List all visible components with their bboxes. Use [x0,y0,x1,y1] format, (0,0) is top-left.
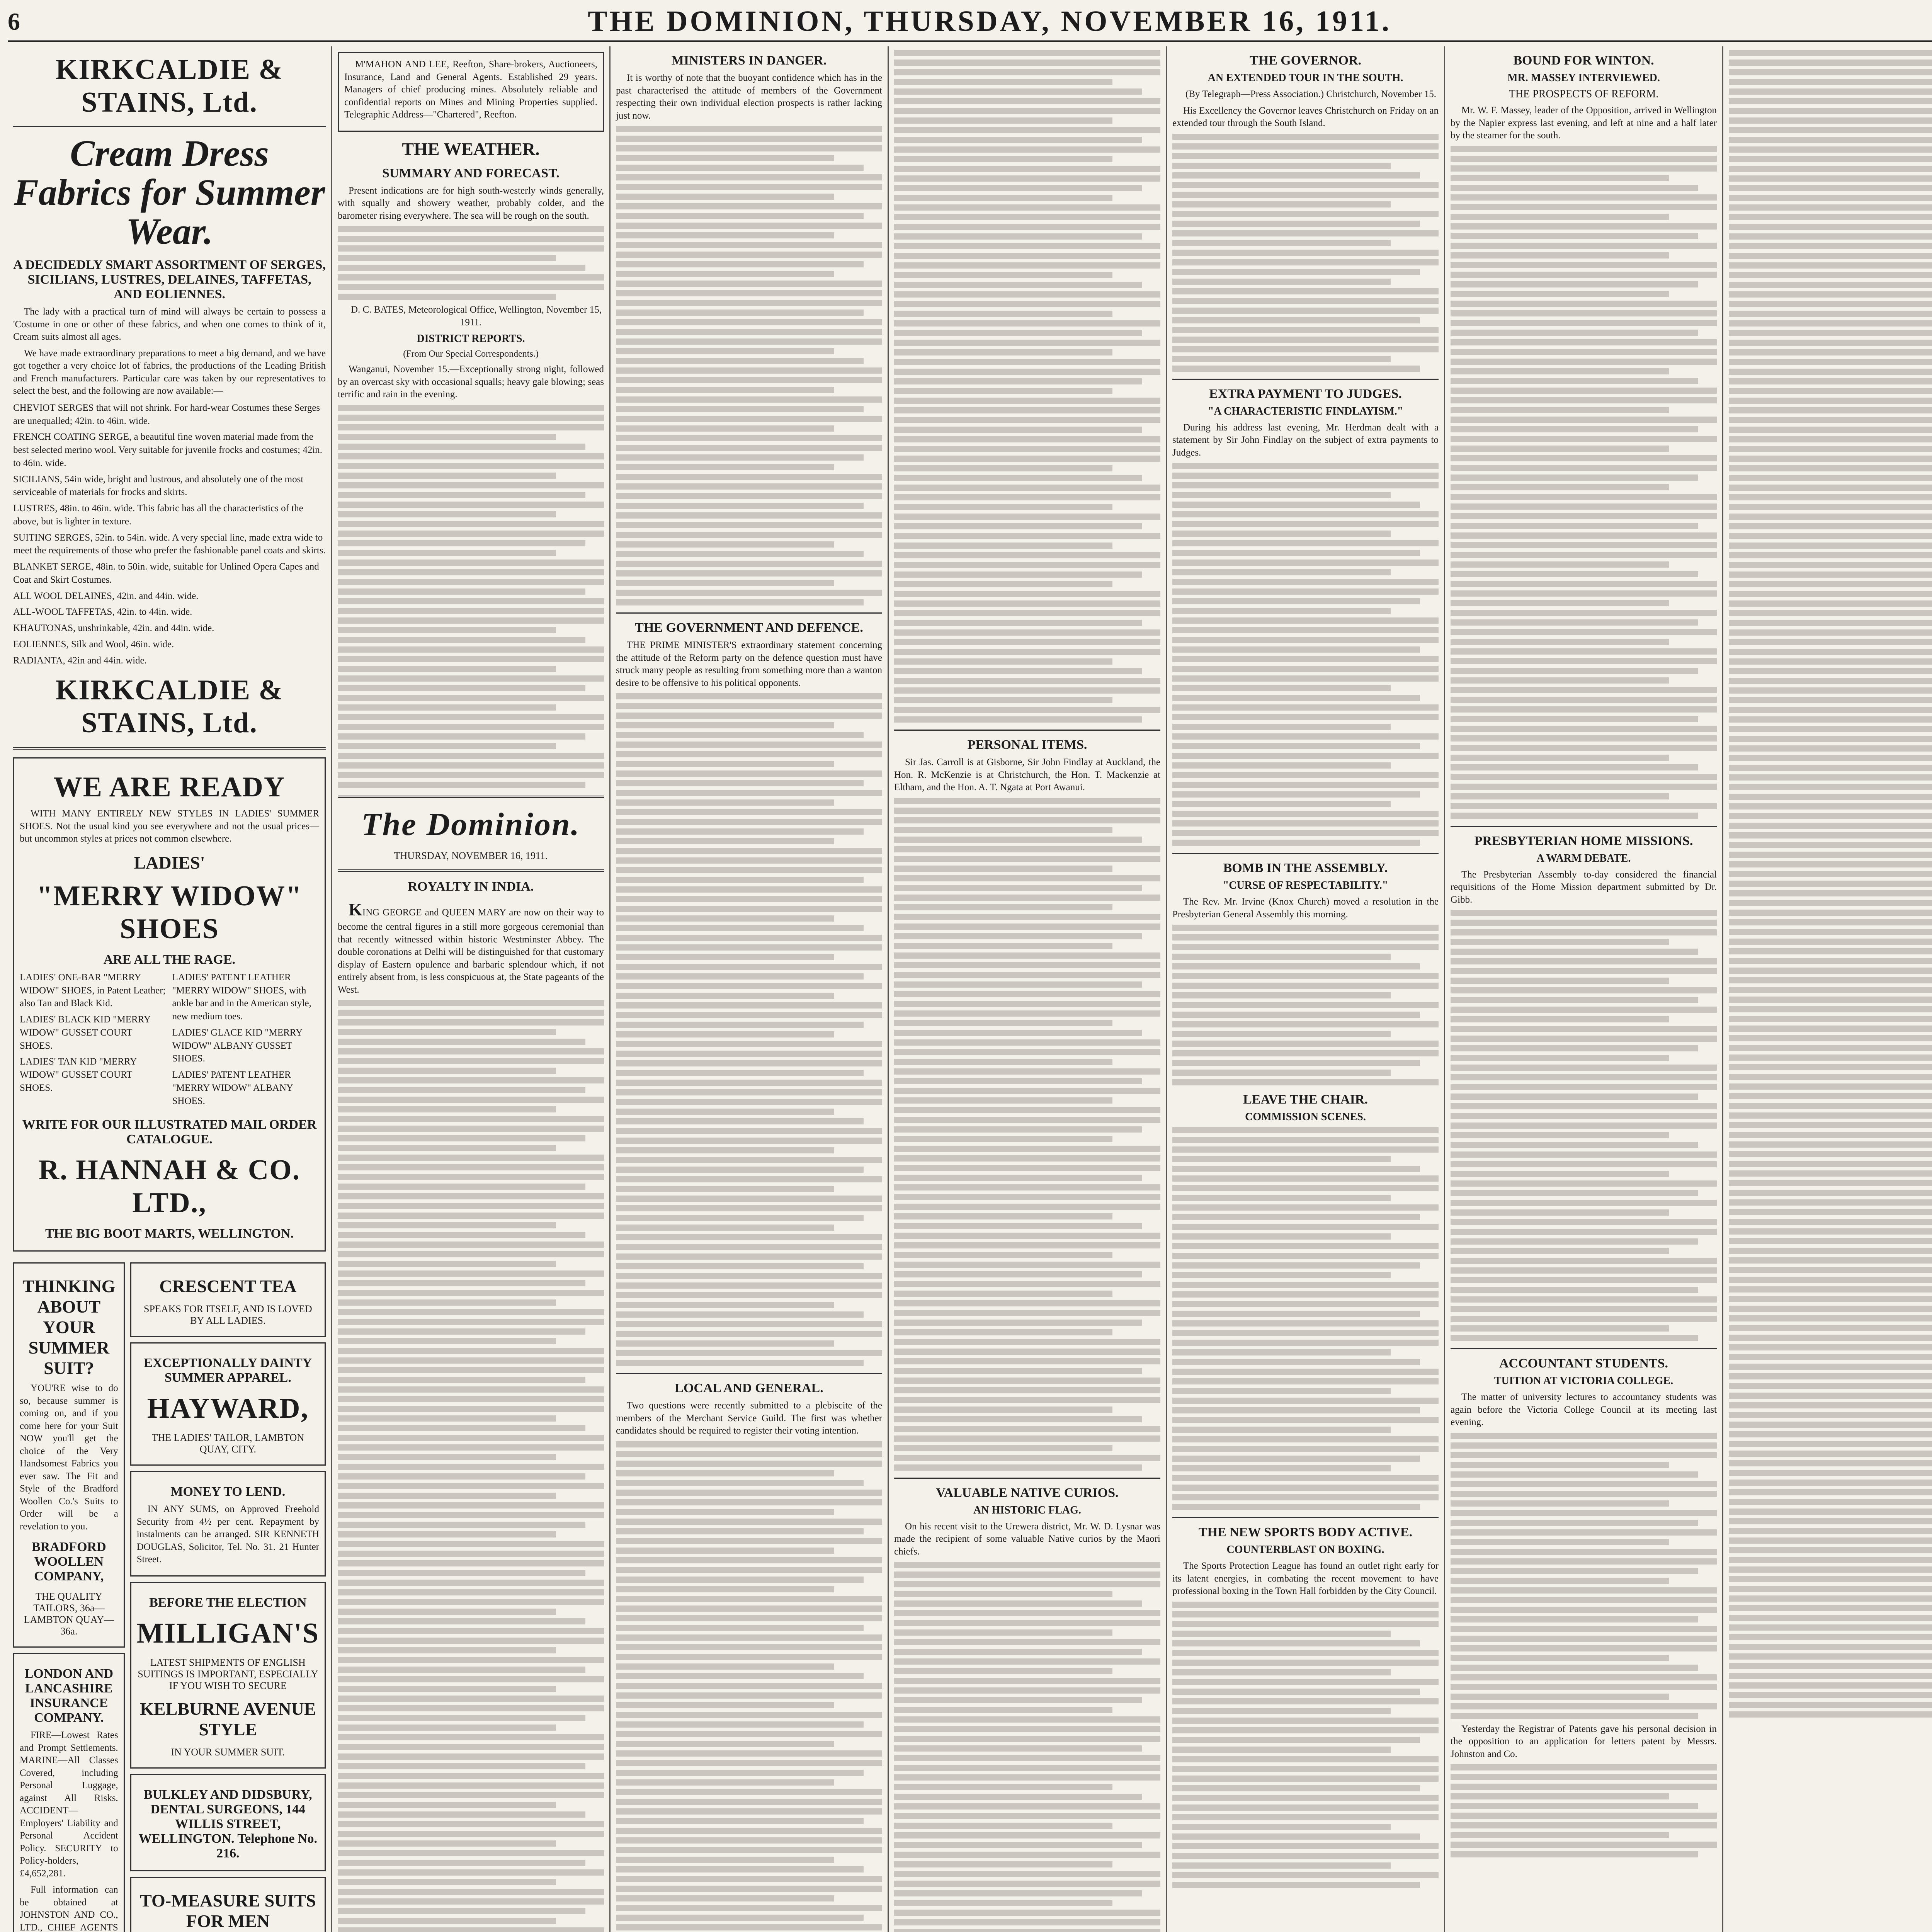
bulkley-line: BULKLEY AND DIDSBURY, DENTAL SURGEONS, 144 WILLIS STREET, WELLINGTON. Telephone No. 216. [138,1787,317,1861]
hayward-name: HAYWARD, [147,1393,309,1425]
article-text [1451,1433,1717,1719]
article-text [894,1562,1160,1932]
firm-footer: KIRKCALDIE & STAINS, Ltd. [55,674,284,739]
royalty-body: KING GEORGE and QUEEN MARY are now on their way to become the central figures in a still more gorgeous ceremonial than that recently witnessed within historic Westminster Abbey. The double coronations at Delhi will be distinguished for that customary display of Eastern opulence and barbaric splendour which, if not entirely absent from, is less conspicuous at, the State pageants of the West. [338,899,604,995]
article-text [616,1441,882,1932]
ready-body: WITH MANY ENTIRELY NEW STYLES IN LADIES' SUMMER SHOES. Not the usual kind you see everywhere and not the usual prices—but uncommon styles at prices not common elsewhere. [20,808,319,844]
missions-heading: PRESBYTERIAN HOME MISSIONS. [1474,833,1693,848]
weather-heading: THE WEATHER. [402,139,540,159]
district-heading: DISTRICT REPORTS. [417,333,525,345]
patents-body: Yesterday the Registrar of Patents gave his personal decision in the opposition to an application for letters patent by Messrs. Johnston and Co. [1451,1723,1717,1759]
ministers-heading: MINISTERS IN DANGER. [671,53,827,68]
sports-body: The Sports Protection League has found an outlet right early for its latent energies, in combating the recent movement to have professional boxing in the Town Hall forbidden by the City Council. [1172,1561,1439,1596]
hannah-name: R. HANNAH & CO. LTD., [38,1154,301,1219]
suit-heading: THINKING ABOUT YOUR SUMMER SUIT? [22,1276,116,1378]
kelburne-sub: IN YOUR SUMMER SUIT. [171,1746,285,1758]
article-text [616,693,882,1366]
suit-body: YOU'RE wise to do so, because summer is coming on, and if you come here for your Suit NOW you'll get the choice of the Very Handsomest Fabrics you ever saw. The Fit and Style of the Bradford Woollen Co.'s Suits to Order will be a revelation to you. [20,1383,118,1532]
ad-intro: We have made extraordinary preparations to meet a big demand, and we have got together a very choice lot of fabrics, the productions of the Leading British and French manufacturers. Particular care was taken by our representatives to select the best, and the following are now available:— [13,348,326,396]
catalogue-line: WRITE FOR OUR ILLUSTRATED MAIL ORDER CATALOGUE. [22,1117,317,1147]
weather-signature: D. C. BATES, Meteorological Office, Wellington, November 15, 1911. [350,304,602,328]
column-2 [332,46,611,1932]
hayward-ad [130,1342,326,1466]
local-body: Two questions were recently submitted to a plebiscite of the members of the Merchant Service Guild. The first was whether candidates should be required to register their voting intention. [616,1400,882,1436]
findlayism-subheading: "A CHARACTERISTIC FINDLAYISM." [1208,405,1403,417]
column-4 [889,46,1167,1932]
fabric-item: SICILIANS, 54in wide, bright and lustrous, and absolutely one of the most serviceable of materials for frocks and skirts. [13,474,304,498]
curse-subheading: "CURSE OF RESPECTABILITY." [1223,879,1388,891]
historic-subheading: AN HISTORIC FLAG. [973,1504,1081,1516]
fabric-item: ALL WOOL DELAINES, 42in. and 44in. wide. [13,590,199,601]
article-text [1729,50,1932,1718]
article-text [338,405,604,788]
commission-subheading: COMMISSION SCENES. [1245,1111,1366,1123]
mahon-body: M'MAHON AND LEE, Reefton, Share-brokers, Auctioneers, Insurance, Land and General Agents. Established 29 years. Managers of chief producing mines. Absolutely reliable and confidential reports on Mines and Mining Properties supplied. Telegraphic Address—"Chartered", Reefton. [344,59,597,120]
masthead [8,3,1932,42]
article-text [1172,134,1439,372]
tour-byline: (By Telegraph—Press Association.) Christchurch, November 15. [1185,89,1437,99]
tour-subheading: AN EXTENDED TOUR IN THE SOUTH. [1208,72,1403,84]
district-body: Wanganui, November 15.—Exceptionally strong night, followed by an overcast sky with occasional squalls; heavy gale blowing; seas terrific and rain in the evening. [338,364,604,400]
article-text [1451,1764,1717,1857]
prospects-subheading: THE PROSPECTS OF REFORM. [1509,88,1659,100]
valuable-heading: VALUABLE NATIVE CURIOS. [936,1485,1119,1500]
weather-subheading: SUMMARY AND FORECAST. [382,166,560,180]
shoe-item: LADIES' PATENT LEATHER "MERRY WIDOW" ALBANY SHOES. [172,1070,293,1106]
accountant-heading: ACCOUNTANT STUDENTS. [1499,1356,1668,1371]
royalty-heading: ROYALTY IN INDIA. [408,879,534,894]
dominion-nameplate: The Dominion. [361,806,580,842]
ready-heading: WE ARE READY [53,771,286,803]
hannah-shoe-ad [13,757,326,1252]
personal-body: Sir Jas. Carroll is at Gisborne, Sir John Findlay at Auckland, the Hon. R. McKenzie is at Christchurch, the Hon. T. Mackenzie at Eltham, and the Hon. A. T. Ngata at Port Awanui. [894,757,1160,793]
crescent-heading: CRESCENT TEA [159,1276,297,1296]
fabric-item: ALL-WOOL TAFFETAS, 42in. to 44in. wide. [13,607,192,617]
boxing-subheading: COUNTERBLAST ON BOXING. [1226,1544,1384,1556]
mahon-ad [338,52,604,132]
column-1-advertisements [8,46,332,1932]
election-heading: BEFORE THE ELECTION [149,1595,307,1610]
bomb-heading: BOMB IN THE ASSEMBLY. [1223,861,1388,875]
hayward-sub: THE LADIES' TAILOR, LAMBTON QUAY, CITY. [151,1432,304,1455]
column-3 [611,46,889,1932]
government-heading: THE GOVERNMENT AND DEFENCE. [635,621,863,635]
milligan-ad [130,1582,326,1769]
ad-intro: The lady with a practical turn of mind will always be certain to possess a 'Costume in one or other of these fabrics, and when one comes to think of it, Cream suits almost all ages. [13,306,326,342]
bradford-sub: THE QUALITY TAILORS, 36a—LAMBTON QUAY—36a. [24,1591,114,1637]
exceptionally-heading: EXCEPTIONALLY DAINTY SUMMER APPAREL. [144,1356,312,1385]
article-text [1172,1602,1439,1888]
article-text [338,1000,604,1932]
bulkley-ad [130,1774,326,1871]
fabric-item: BLANKET SERGE, 48in. to 50in. wide, suitable for Unlined Opera Capes and Coat and Skirt Costumes. [13,561,319,585]
shoe-item: LADIES' PATENT LEATHER "MERRY WIDOW" SHOES, with ankle bar and in the American style, new medium toes. [172,972,311,1022]
london-lancashire-ad [13,1653,125,1932]
extra-body: During his address last evening, Mr. Herdman dealt with a statement by Sir John Findlay on the subject of extra payments to Judges. [1172,422,1439,458]
assortment-heading: A DECIDEDLY SMART ASSORTMENT OF SERGES, SICILIANS, LUSTRES, DELAINES, TAFFETAS, AND EOLIENNES. [13,258,326,302]
article-text [1172,1127,1439,1510]
shoe-item: LADIES' BLACK KID "MERRY WIDOW" GUSSET COURT SHOES. [20,1014,151,1051]
bradford-name: BRADFORD WOOLLEN COMPANY, [32,1540,106,1584]
leave-chair-heading: LEAVE THE CHAIR. [1243,1092,1368,1107]
fabric-item: FRENCH COATING SERGE, a beautiful fine woven material made from the best selected merino wool. Very suitable for juvenile frocks and costumes; 42in. to 46in. wide. [13,432,323,468]
tour-body: His Excellency the Governor leaves Christchurch on Friday on an extended tour through the South Island. [1172,105,1439,128]
debate-subheading: A WARM DEBATE. [1536,852,1631,864]
article-text [894,798,1160,1471]
extra-heading: EXTRA PAYMENT TO JUDGES. [1209,386,1402,401]
hannah-sub: THE BIG BOOT MARTS, WELLINGTON. [45,1226,294,1241]
newspaper-title: THE DOMINION, THURSDAY, NOVEMBER 16, 1911. [588,5,1391,37]
fabric-item: SUITING SERGES, 52in. to 54in. wide. A very special line, made extra wide to meet the requirements of those who prefer the fashionable panel coats and skirts. [13,532,326,556]
london-body: FIRE—Lowest Rates and Prompt Settlements. MARINE—All Classes Covered, including Personal Luggage, against All Risks. ACCIDENT—Employers' Liability and Personal Accident Policy. SECURITY to Policy-holders, £4,652,281. [20,1730,118,1879]
column-5 [1167,46,1445,1932]
article-text [616,126,882,605]
to-measure-heading: TO-MEASURE SUITS FOR MEN [140,1890,316,1931]
missions-body: The Presbyterian Assembly to-day considered the financial requisitions of the Home Mission department submitted by Dr. Gibb. [1451,869,1717,905]
london-heading: LONDON AND LANCASHIRE INSURANCE COMPANY. [24,1667,114,1725]
tuition-subheading: TUITION AT VICTORIA COLLEGE. [1494,1375,1673,1387]
article-text [894,50,1160,723]
personal-heading: PERSONAL ITEMS. [967,738,1087,752]
district-subheading: (From Our Special Correspondents.) [403,349,539,359]
column-7 [1723,46,1932,1932]
milligan-sub: LATEST SHIPMENTS OF ENGLISH SUITINGS IS IMPORTANT, ESPECIALLY IF YOU WISH TO SECURE [138,1656,318,1691]
winton-body: Mr. W. F. Massey, leader of the Opposition, arrived in Wellington by the Napier express last evening, and left at nine and a half later by the steamer for the south. [1451,105,1717,141]
firm-heading: KIRKCALDIE & STAINS, Ltd. [55,54,284,118]
money-body: IN ANY SUMS, on Approved Freehold Security from 4½ per cent. Repayment by instalments can be arranged. SIR KENNETH DOUGLAS, Solicitor, Tel. No. 31. 21 Hunter Street. [136,1504,319,1565]
article-text [1451,146,1717,819]
shoe-item: LADIES' ONE-BAR "MERRY WIDOW" SHOES, in Patent Leather; also Tan and Black Kid. [20,972,166,1009]
merry-widow-heading: "MERRY WIDOW" SHOES [36,880,303,945]
local-heading: LOCAL AND GENERAL. [675,1381,823,1395]
morrison-ad [130,1877,326,1932]
column-6 [1445,46,1723,1932]
winton-heading: BOUND FOR WINTON. [1513,53,1654,68]
page-number: 6 [8,7,20,35]
government-body: THE PRIME MINISTER'S extraordinary statement concerning the attitude of the Reform party on the defence question must have struck many people as resulting from something more than a wanton desire to be offensive to his political opponents. [616,640,882,688]
money-heading: MONEY TO LEND. [170,1485,286,1499]
crescent-tea-ad [130,1262,326,1337]
sports-heading: THE NEW SPORTS BODY ACTIVE. [1198,1525,1413,1539]
ladies-heading: LADIES' [134,852,205,872]
fabric-item: RADIANTA, 42in and 44in. wide. [13,655,147,666]
kelburne-heading: KELBURNE AVENUE STYLE [140,1699,316,1739]
valuable-body: On his recent visit to the Urewera district, Mr. W. D. Lysnar was made the recipient of some valuable Native curios by the Maori chiefs. [894,1521,1160,1557]
bomb-body: The Rev. Mr. Irvine (Knox Church) moved a resolution in the Presbyterian General Assembly this morning. [1172,896,1439,920]
crescent-sub: SPEAKS FOR ITSELF, AND IS LOVED BY ALL LADIES. [144,1303,312,1327]
governor-heading: THE GOVERNOR. [1249,53,1362,68]
douglas-ad [130,1471,326,1577]
article-text [338,226,604,300]
article-text [1451,910,1717,1341]
tuition-body: The matter of university lectures to accountancy students was again before the Victoria College Council at its meeting last evening. [1451,1392,1717,1427]
fabric-item: KHAUTONAS, unshrinkable, 42in. and 44in. wide. [13,623,214,634]
shoe-item: LADIES' GLACE KID "MERRY WIDOW" ALBANY GUSSET SHOES. [172,1027,303,1064]
all-rage: ARE ALL THE RAGE. [103,952,236,967]
johnston-line: Full information can be obtained at JOHNSTON AND CO., LTD., CHIEF AGENTS [20,1884,118,1932]
article-text [1172,463,1439,846]
shoe-item: LADIES' TAN KID "MERRY WIDOW" GUSSET COURT SHOES. [20,1056,137,1093]
fabric-item: CHEVIOT SERGES that will not shrink. For hard-wear Costumes these Serges are unequalled; 42in. to 46in. wide. [13,402,320,426]
massey-subheading: MR. MASSEY INTERVIEWED. [1507,72,1660,84]
ministers-body: It is worthy of note that the buoyant confidence which has in the past characterised the attitude of members of the Government respecting their own individual election prospects is rather lacking just now. [616,73,882,121]
milligan-name: MILLIGAN'S [136,1617,319,1649]
weather-body: Present indications are for high south-westerly winds generally, with squally and showery weather, probably colder, and the barometer rising everywhere. The sea will be rough on the south. [338,185,604,221]
fabric-item: LUSTRES, 48in. to 46in. wide. This fabric has all the characteristics of the above, but is lighter in texture. [13,503,303,527]
fabric-item: EOLIENNES, Silk and Wool, 46in. wide. [13,639,174,650]
script-heading: Cream Dress Fabrics for Summer Wear. [14,133,325,252]
bradford-ad [13,1262,125,1648]
edition-date: THURSDAY, NOVEMBER 16, 1911. [394,850,548,861]
article-text [1172,925,1439,1085]
